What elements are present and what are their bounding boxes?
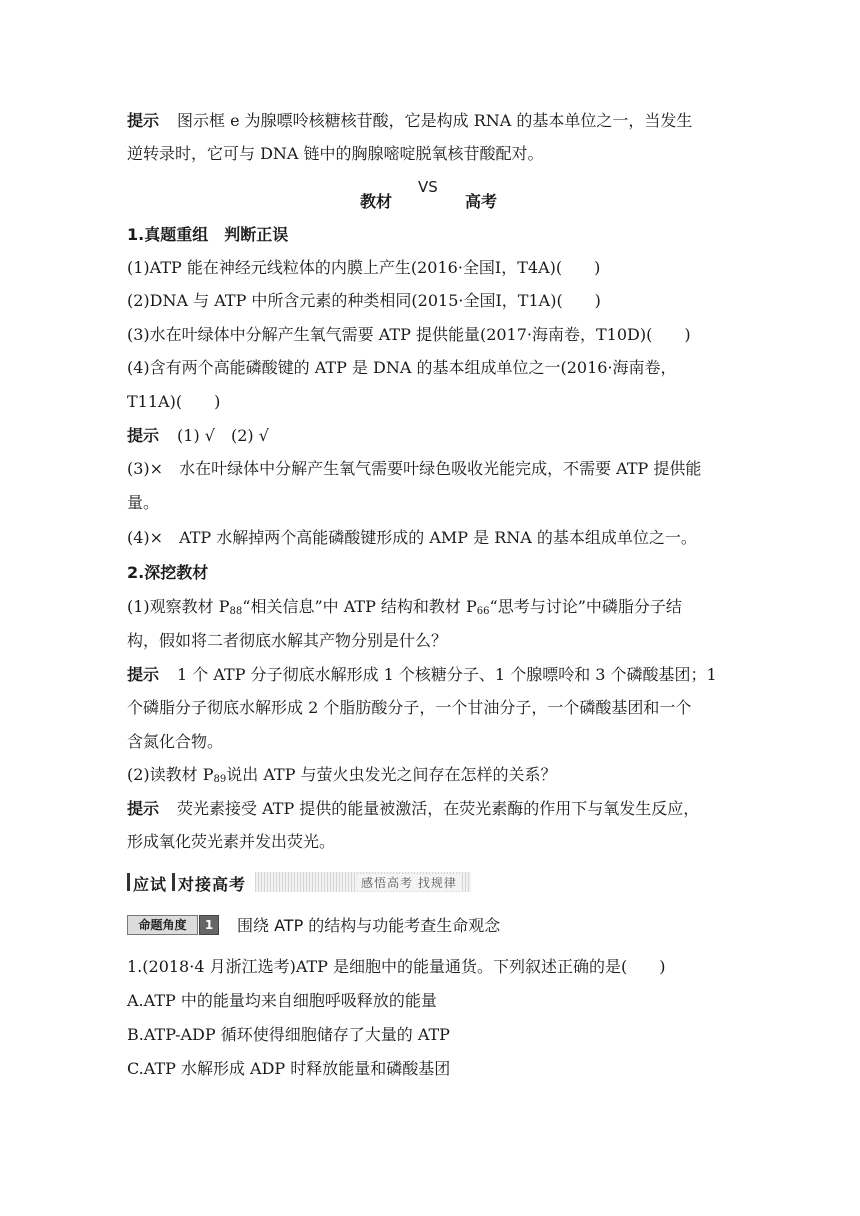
answer-q2-text-1: 荧光素接受 ATP 提供的能量被激活，在荧光素酶的作用下与氧发生反应， [177,799,700,818]
option-c: C.ATP 水解形成 ADP 时释放能量和磷酸基团 [127,1059,451,1078]
question-stem: 1.(2018·4 月浙江选考)ATP 是细胞中的能量通货。下列叙述正确的是( ) [127,957,666,976]
hint-label: 提示 [127,426,160,445]
angle-label: 命题角度 [127,915,198,935]
banner-subtitle: 感悟高考 找规律 [357,874,461,891]
answer-q1-line-2: 个磷脂分子彻底水解形成 2 个脂肪酸分子，一个甘油分子，一个磷酸基团和一个 [127,698,692,717]
section1-item-4-cont: T11A)( ) [127,392,221,411]
intro-line-2: 逆转录时，它可与 DNA 链中的胸腺嘧啶脱氧核苷酸配对。 [127,144,544,163]
answer-1-2-text: (1) √ (2) √ [177,426,269,445]
q1-mid: “相关信息”中 ATP 结构和教材 P [242,597,477,616]
banner-part-2: 对接高考 [178,875,247,894]
answer-q1-line-3: 含氮化合物。 [127,732,224,751]
answer-1-2 [127,425,269,447]
q2-page: 89 [213,774,227,785]
intro-text-1: 图示框 e 为腺嘌呤核糖核苷酸，它是构成 RNA 的基本单位之一，当发生 [177,111,693,130]
section1-title: 1.真题重组 判断正误 [127,225,289,244]
hint-label: 提示 [127,665,160,684]
heading-vs: VS [418,178,438,196]
section1-item-4: (4)含有两个高能磷酸键的 ATP 是 DNA 的基本组成单位之一(2016·海南卷， [127,358,677,377]
section1-item-3: (3)水在叶绿体中分解产生氧气需要 ATP 提供能量(2017·海南卷，T10D)( ) [127,325,691,344]
section1-item-2: (2)DNA 与 ATP 中所含元素的种类相同(2015·全国Ⅰ，T1A)( ) [127,291,601,310]
q2-suffix: 说出 ATP 与萤火虫发光之间存在怎样的关系？ [226,765,557,784]
banner-part-1: 应试 [133,875,168,894]
section-banner [127,871,472,893]
section1-item-1: (1)ATP 能在神经元线粒体的内膜上产生(2016·全国Ⅰ，T4A)( ) [127,258,601,277]
hint-label: 提示 [127,799,160,818]
section2-title: 2.深挖教材 [127,563,209,582]
answer-4: (4)× ATP 水解掉两个高能磷酸键形成的 AMP 是 RNA 的基本组成单位之一。 [127,528,697,547]
question-1-line-1 [127,596,682,623]
q1-page-1: 88 [229,606,243,617]
hint-label: 提示 [127,111,160,130]
heading-textbook: 教材 [360,192,393,211]
answer-3-line-1: (3)× 水在叶绿体中分解产生氧气需要叶绿色吸收光能完成，不需要 ATP 提供能 [127,459,702,478]
question-2 [127,764,557,791]
answer-q1-text-1: 1 个 ATP 分子彻底水解形成 1 个核糖分子、1 个腺嘌呤和 3 个磷酸基团；1 [177,665,717,684]
angle-number: 1 [199,915,219,935]
answer-q1-line-1 [127,664,717,686]
q2-prefix: (2)读教材 P [127,765,214,784]
question-1-line-2: 构，假如将二者彻底水解其产物分别是什么？ [127,631,448,650]
banner-bar-icon [172,873,175,891]
angle-title: 围绕 ATP 的结构与功能考查生命观念 [237,916,501,935]
answer-q2-line-1 [127,798,699,820]
banner-bar-icon [127,873,130,891]
heading-exam: 高考 [465,192,498,211]
option-a: A.ATP 中的能量均来自细胞呼吸释放的能量 [127,991,437,1010]
intro-line-1 [127,110,692,132]
option-b: B.ATP-ADP 循环使得细胞储存了大量的 ATP [127,1025,450,1044]
q1-page-2: 66 [476,606,490,617]
answer-q2-line-2: 形成氧化荧光素并发出荧光。 [127,832,336,851]
q1-prefix: (1)观察教材 P [127,597,230,616]
q1-suffix: “思考与讨论”中磷脂分子结 [489,597,682,616]
answer-3-line-2: 量。 [127,493,160,512]
section-heading [127,178,737,214]
